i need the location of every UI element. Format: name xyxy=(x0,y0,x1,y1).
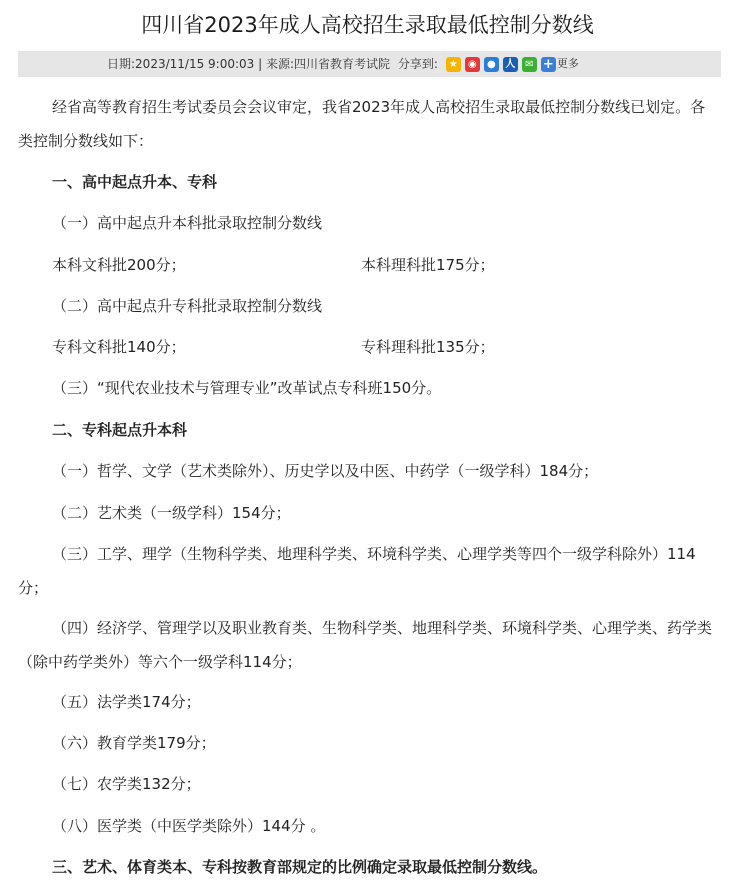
s2-item-3: （三）工学、理学（生物科学类、地理科学类、环境科学类、心理学类等四个一级学科除外）114分； xyxy=(18,545,696,597)
s1-item-2-science: 专科理科批135分； xyxy=(361,338,495,356)
s2-item-8: （八）医学类（中医学类除外）144分 。 xyxy=(52,817,326,835)
s2-item-6: （六）教育学类179分； xyxy=(52,734,216,752)
share-label: 分享到: xyxy=(397,57,438,71)
article-info: 日期:2023/11/15 9:00:03 | 来源:四川省教育考试院 xyxy=(107,57,390,71)
s1-item-3: （三）“现代农业技术与管理专业”改革试点专科班150分。 xyxy=(52,379,442,397)
weibo-icon[interactable]: ◉ xyxy=(465,57,480,72)
s1-item-1-science: 本科理科批175分； xyxy=(361,256,495,274)
qzone-icon[interactable]: ★ xyxy=(446,57,461,72)
s1-item-1: （一）高中起点升本科批录取控制分数线 xyxy=(52,214,323,232)
s1-item-2: （二）高中起点升专科批录取控制分数线 xyxy=(52,297,323,315)
s2-item-2: （二）艺术类（一级学科）154分； xyxy=(52,504,291,522)
s1-item-1-arts: 本科文科批200分； xyxy=(52,256,186,274)
section-2-heading: 二、专科起点升本科 xyxy=(52,421,188,439)
s2-item-1: （一）哲学、文学（艺术类除外）、历史学以及中医、中药学（一级学科）184分； xyxy=(52,462,599,480)
section-3-heading: 三、艺术、体育类本、专科按教育部规定的比例确定录取最低控制分数线。 xyxy=(52,858,548,876)
intro-paragraph: 经省高等教育招生考试委员会会议审定，我省2023年成人高校招生录取最低控制分数线已划定。各类控制分数线如下： xyxy=(18,98,706,150)
more-share-icon[interactable]: + xyxy=(541,57,556,72)
share-bar xyxy=(398,51,579,77)
s2-item-4: （四）经济学、管理学以及职业教育类、生物科学类、地理科学类、环境科学类、心理学类、药学类（除中药学类外）等六个一级学科114分； xyxy=(18,619,713,671)
page-title: 四川省2023年成人高校招生录取最低控制分数线 xyxy=(141,13,594,37)
tencent-icon[interactable]: ● xyxy=(484,57,499,72)
s1-item-2-arts: 专科文科批140分； xyxy=(52,338,186,356)
more-share-link[interactable]: 更多 xyxy=(556,57,579,70)
article-meta-bar xyxy=(18,51,721,77)
s2-item-5: （五）法学类174分； xyxy=(52,693,201,711)
s2-item-7: （七）农学类132分； xyxy=(52,775,201,793)
section-1-heading: 一、高中起点升本、专科 xyxy=(52,173,218,191)
wechat-icon[interactable]: ✉ xyxy=(522,57,537,72)
renren-icon[interactable]: 人 xyxy=(503,57,518,72)
